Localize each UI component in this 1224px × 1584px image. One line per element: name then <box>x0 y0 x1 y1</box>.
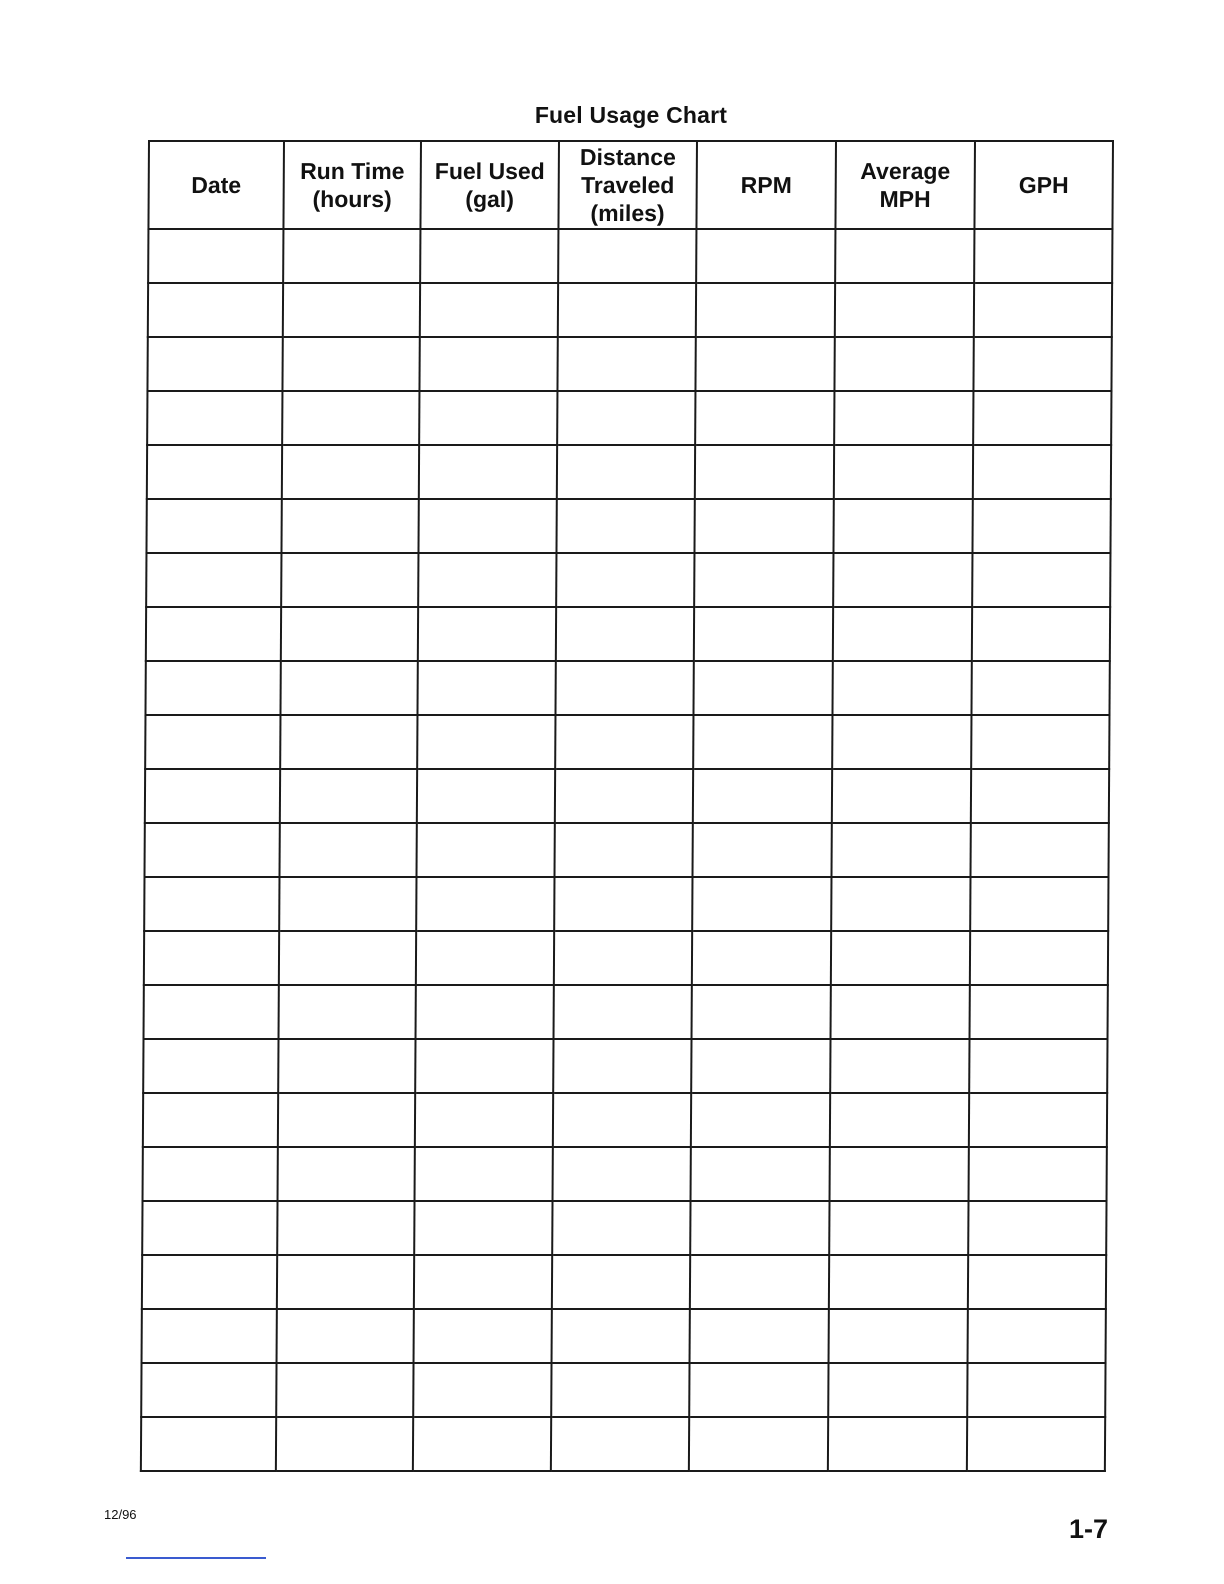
table-cell-rpm[interactable] <box>693 715 832 769</box>
table-cell-average-mph[interactable] <box>829 1309 968 1363</box>
table-cell-average-mph[interactable] <box>834 337 973 391</box>
table-row <box>144 823 1108 877</box>
table-cell-date[interactable] <box>145 661 280 715</box>
table-cell-gph[interactable] <box>974 283 1112 337</box>
table-row <box>148 283 1112 337</box>
table-cell-rpm[interactable] <box>692 823 831 877</box>
column-header-rpm: RPM <box>696 141 836 229</box>
table-row <box>142 1201 1106 1255</box>
table-cell-gph[interactable] <box>971 661 1109 715</box>
table-cell-distance-traveled[interactable] <box>557 445 695 499</box>
table-cell-gph[interactable] <box>970 931 1108 985</box>
table-cell-date[interactable] <box>145 715 280 769</box>
table-row <box>144 985 1108 1039</box>
column-header-date: Date <box>148 141 284 229</box>
table-row <box>142 1309 1106 1363</box>
table-row <box>145 715 1109 769</box>
table-cell-run-time[interactable] <box>281 499 418 553</box>
table-cell-date[interactable] <box>146 553 281 607</box>
table-cell-fuel-used[interactable] <box>419 391 557 445</box>
table-cell-gph[interactable] <box>972 553 1110 607</box>
table-cell-fuel-used[interactable] <box>418 499 556 553</box>
table-cell-average-mph[interactable] <box>831 877 970 931</box>
table-row <box>143 1147 1107 1201</box>
table-row <box>147 445 1111 499</box>
table-cell-date[interactable] <box>146 499 281 553</box>
table-cell-average-mph[interactable] <box>835 229 974 283</box>
table-cell-run-time[interactable] <box>277 1309 414 1363</box>
table-cell-run-time[interactable] <box>280 769 417 823</box>
revision-date: 12/96 <box>104 1507 137 1522</box>
table-cell-run-time[interactable] <box>282 337 419 391</box>
table-cell-distance-traveled[interactable] <box>552 1255 690 1309</box>
table-cell-run-time[interactable] <box>281 607 418 661</box>
table-cell-fuel-used[interactable] <box>417 769 555 823</box>
page-title: Fuel Usage Chart <box>534 102 728 128</box>
table-row <box>145 661 1109 715</box>
page-number: 1-7 <box>1068 1514 1108 1544</box>
table-row <box>145 769 1109 823</box>
table-cell-rpm[interactable] <box>693 661 832 715</box>
table-cell-distance-traveled[interactable] <box>554 877 692 931</box>
table-row <box>147 337 1111 391</box>
table-cell-average-mph[interactable] <box>830 1147 969 1201</box>
table-cell-fuel-used[interactable] <box>413 1363 551 1417</box>
table-cell-rpm[interactable] <box>689 1417 828 1471</box>
table-cell-gph[interactable] <box>969 1147 1107 1201</box>
table-cell-average-mph[interactable] <box>834 445 973 499</box>
table-cell-run-time[interactable] <box>283 283 420 337</box>
table-cell-fuel-used[interactable] <box>414 1201 552 1255</box>
table-cell-rpm[interactable] <box>691 1093 830 1147</box>
table-cell-rpm[interactable] <box>696 229 835 283</box>
table-cell-run-time[interactable] <box>279 877 416 931</box>
table-cell-fuel-used[interactable] <box>418 553 556 607</box>
table-cell-gph[interactable] <box>968 1255 1106 1309</box>
table-cell-run-time[interactable] <box>281 553 418 607</box>
table-cell-date[interactable] <box>147 337 282 391</box>
table-cell-date[interactable] <box>148 283 283 337</box>
table-cell-rpm[interactable] <box>692 931 831 985</box>
table-cell-date[interactable] <box>146 607 281 661</box>
table-cell-fuel-used[interactable] <box>416 877 554 931</box>
table-cell-run-time[interactable] <box>282 445 419 499</box>
table-cell-average-mph[interactable] <box>835 283 974 337</box>
table-cell-rpm[interactable] <box>694 499 833 553</box>
table-cell-fuel-used[interactable] <box>417 661 555 715</box>
fuel-usage-table <box>140 140 1114 1472</box>
table-cell-date[interactable] <box>141 1417 276 1471</box>
table-cell-fuel-used[interactable] <box>415 1039 553 1093</box>
table-cell-rpm[interactable] <box>691 1147 830 1201</box>
table-cell-distance-traveled[interactable] <box>558 229 696 283</box>
column-header-average-mph: Average MPH <box>835 141 975 229</box>
table-cell-fuel-used[interactable] <box>420 283 558 337</box>
table-cell-run-time[interactable] <box>278 1039 415 1093</box>
table-cell-fuel-used[interactable] <box>414 1255 552 1309</box>
table-cell-run-time[interactable] <box>276 1417 413 1471</box>
table-row <box>143 1093 1107 1147</box>
table-cell-average-mph[interactable] <box>828 1363 967 1417</box>
table-cell-distance-traveled[interactable] <box>556 499 694 553</box>
table-cell-run-time[interactable] <box>278 1093 415 1147</box>
table-cell-gph[interactable] <box>973 391 1111 445</box>
table-cell-fuel-used[interactable] <box>419 445 557 499</box>
table-row <box>146 607 1110 661</box>
table-cell-distance-traveled[interactable] <box>555 769 693 823</box>
table-cell-average-mph[interactable] <box>832 661 971 715</box>
table-cell-fuel-used[interactable] <box>415 1147 553 1201</box>
table-cell-gph[interactable] <box>970 985 1108 1039</box>
table-cell-run-time[interactable] <box>277 1255 414 1309</box>
table-cell-distance-traveled[interactable] <box>558 283 696 337</box>
table-cell-rpm[interactable] <box>692 985 831 1039</box>
table-cell-fuel-used[interactable] <box>420 229 558 283</box>
table-cell-date[interactable] <box>144 877 279 931</box>
table-cell-gph[interactable] <box>968 1201 1106 1255</box>
table-cell-distance-traveled[interactable] <box>553 1147 691 1201</box>
table-cell-rpm[interactable] <box>691 1039 830 1093</box>
table-cell-run-time[interactable] <box>279 823 416 877</box>
table-cell-average-mph[interactable] <box>831 823 970 877</box>
table-cell-date[interactable] <box>143 1039 278 1093</box>
table-cell-date[interactable] <box>144 823 279 877</box>
table-row <box>141 1417 1105 1471</box>
table-cell-gph[interactable] <box>968 1309 1106 1363</box>
table-cell-date[interactable] <box>144 931 279 985</box>
table-cell-date[interactable] <box>147 391 282 445</box>
table-cell-date[interactable] <box>148 229 283 283</box>
table-cell-average-mph[interactable] <box>833 499 972 553</box>
table-cell-average-mph[interactable] <box>829 1201 968 1255</box>
table-cell-gph[interactable] <box>967 1417 1105 1471</box>
table-cell-rpm[interactable] <box>695 445 834 499</box>
table-cell-gph[interactable] <box>969 1093 1107 1147</box>
table-cell-run-time[interactable] <box>277 1201 414 1255</box>
table-cell-date[interactable] <box>142 1255 277 1309</box>
table-cell-rpm[interactable] <box>690 1201 829 1255</box>
table-cell-distance-traveled[interactable] <box>552 1309 690 1363</box>
table-cell-rpm[interactable] <box>695 337 834 391</box>
table-cell-rpm[interactable] <box>690 1309 829 1363</box>
table-cell-fuel-used[interactable] <box>419 337 557 391</box>
column-header-distance-traveled: Distance Traveled (miles) <box>558 141 697 229</box>
table-cell-distance-traveled[interactable] <box>557 391 695 445</box>
table-cell-rpm[interactable] <box>694 553 833 607</box>
table-cell-fuel-used[interactable] <box>416 985 554 1039</box>
table-cell-gph[interactable] <box>970 877 1108 931</box>
table-cell-date[interactable] <box>141 1363 276 1417</box>
table-cell-average-mph[interactable] <box>833 553 972 607</box>
table-row <box>146 499 1110 553</box>
table-row <box>146 553 1110 607</box>
table-cell-run-time[interactable] <box>280 661 417 715</box>
table-cell-gph[interactable] <box>974 229 1112 283</box>
table-cell-distance-traveled[interactable] <box>554 823 692 877</box>
table-row <box>142 1255 1106 1309</box>
table-cell-run-time[interactable] <box>279 985 416 1039</box>
table-cell-distance-traveled[interactable] <box>551 1417 689 1471</box>
table-cell-date[interactable] <box>143 1093 278 1147</box>
table-cell-distance-traveled[interactable] <box>555 661 693 715</box>
table-cell-rpm[interactable] <box>694 607 833 661</box>
table-cell-date[interactable] <box>147 445 282 499</box>
table-body <box>141 229 1113 1471</box>
table-cell-average-mph[interactable] <box>832 769 971 823</box>
table-cell-distance-traveled[interactable] <box>556 607 694 661</box>
table-cell-rpm[interactable] <box>689 1363 828 1417</box>
table-cell-run-time[interactable] <box>282 391 419 445</box>
table-cell-distance-traveled[interactable] <box>551 1363 689 1417</box>
table-cell-gph[interactable] <box>969 1039 1107 1093</box>
table-cell-date[interactable] <box>142 1201 277 1255</box>
table-cell-rpm[interactable] <box>696 283 835 337</box>
table-cell-rpm[interactable] <box>692 877 831 931</box>
table-cell-gph[interactable] <box>967 1363 1105 1417</box>
table-cell-distance-traveled[interactable] <box>555 715 693 769</box>
table-cell-distance-traveled[interactable] <box>554 985 692 1039</box>
table-cell-fuel-used[interactable] <box>416 931 554 985</box>
table-row <box>147 391 1111 445</box>
table-cell-average-mph[interactable] <box>832 715 971 769</box>
table-cell-run-time[interactable] <box>278 1147 415 1201</box>
table-cell-rpm[interactable] <box>693 769 832 823</box>
table-cell-fuel-used[interactable] <box>413 1417 551 1471</box>
table-cell-average-mph[interactable] <box>831 985 970 1039</box>
header-row <box>148 141 1113 229</box>
table-cell-distance-traveled[interactable] <box>552 1201 690 1255</box>
table-cell-date[interactable] <box>143 1147 278 1201</box>
table-cell-rpm[interactable] <box>695 391 834 445</box>
table-cell-average-mph[interactable] <box>833 607 972 661</box>
table-cell-date[interactable] <box>145 769 280 823</box>
table-cell-average-mph[interactable] <box>831 931 970 985</box>
table-cell-run-time[interactable] <box>283 229 420 283</box>
table-cell-date[interactable] <box>144 985 279 1039</box>
table-cell-gph[interactable] <box>973 445 1111 499</box>
table-cell-fuel-used[interactable] <box>418 607 556 661</box>
table-cell-average-mph[interactable] <box>829 1255 968 1309</box>
table-cell-run-time[interactable] <box>280 715 417 769</box>
table-cell-run-time[interactable] <box>276 1363 413 1417</box>
table-cell-fuel-used[interactable] <box>416 823 554 877</box>
table-cell-distance-traveled[interactable] <box>557 337 695 391</box>
table-cell-distance-traveled[interactable] <box>553 1039 691 1093</box>
table-row <box>148 229 1112 283</box>
table-cell-gph[interactable] <box>971 769 1109 823</box>
table-cell-run-time[interactable] <box>279 931 416 985</box>
column-header-gph: GPH <box>974 141 1113 229</box>
table-cell-fuel-used[interactable] <box>415 1093 553 1147</box>
bottom-rule <box>126 1557 266 1559</box>
table-cell-gph[interactable] <box>972 607 1110 661</box>
table-cell-distance-traveled[interactable] <box>554 931 692 985</box>
table-cell-average-mph[interactable] <box>834 391 973 445</box>
table-cell-gph[interactable] <box>971 715 1109 769</box>
table-row <box>144 931 1108 985</box>
table-cell-date[interactable] <box>142 1309 277 1363</box>
table-cell-distance-traveled[interactable] <box>556 553 694 607</box>
table-cell-fuel-used[interactable] <box>414 1309 552 1363</box>
table-cell-average-mph[interactable] <box>830 1039 969 1093</box>
table-row <box>144 877 1108 931</box>
table-cell-fuel-used[interactable] <box>417 715 555 769</box>
table-row <box>143 1039 1107 1093</box>
column-header-fuel-used: Fuel Used (gal) <box>420 141 559 229</box>
table-cell-average-mph[interactable] <box>830 1093 969 1147</box>
table-row <box>141 1363 1105 1417</box>
column-header-run-time: Run Time (hours) <box>283 141 421 229</box>
table-cell-gph[interactable] <box>973 337 1111 391</box>
table-cell-rpm[interactable] <box>690 1255 829 1309</box>
table-cell-distance-traveled[interactable] <box>553 1093 691 1147</box>
table-cell-gph[interactable] <box>970 823 1108 877</box>
table-cell-gph[interactable] <box>972 499 1110 553</box>
table-cell-average-mph[interactable] <box>828 1417 967 1471</box>
